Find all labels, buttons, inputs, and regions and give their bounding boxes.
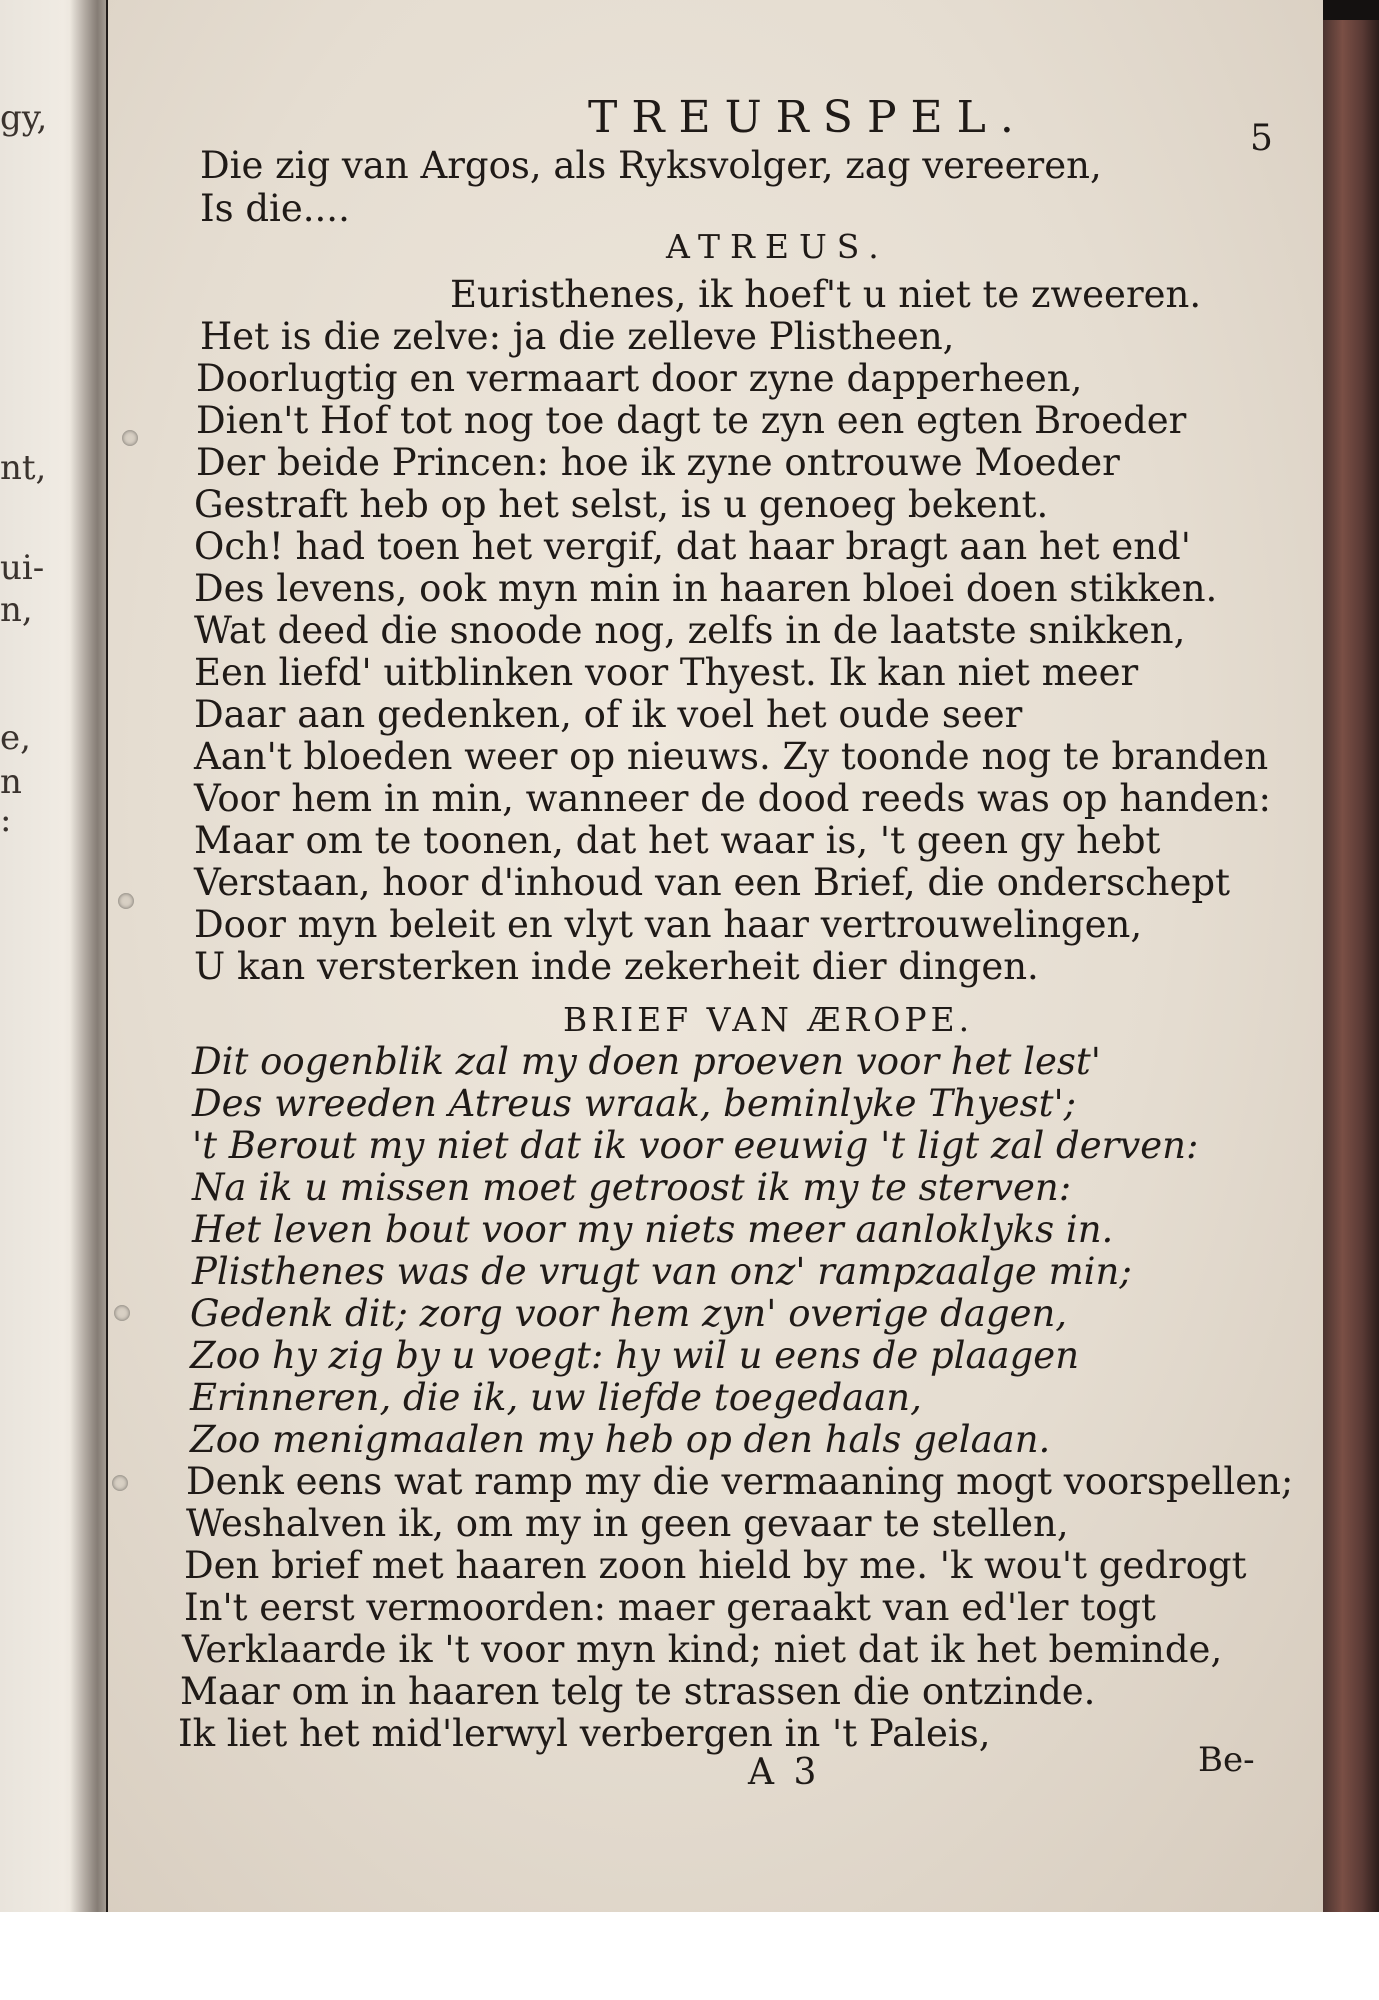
left-fragment: : (0, 800, 12, 840)
verse-line: Is die.... (200, 187, 350, 230)
verse-line: Wat deed die snoode nog, zelfs in de laatste snikken, (194, 609, 1186, 652)
binding-hole (122, 430, 138, 446)
verse-line: Den brief met haaren zoon hield by me. 'k wou't gedrogt (184, 1544, 1247, 1587)
left-fragment: n (0, 762, 22, 802)
verse-line: Denk eens wat ramp my die vermaaning mogt voorspellen; (186, 1460, 1294, 1503)
left-fragment: ui- (0, 548, 45, 588)
letter-line: Na ik u missen moet getroost ik my te sterven: (192, 1166, 1072, 1209)
running-head: TREURSPEL. (588, 92, 1028, 143)
verse-line: Verstaan, hoor d'inhoud van een Brief, die onderschept (194, 861, 1230, 904)
binding-hole (114, 1305, 130, 1321)
letter-line: 't Berout my niet dat ik voor eeuwig 't ligt zal derven: (192, 1124, 1199, 1167)
verse-line: Gestraft heb op het selst, is u genoeg bekent. (194, 483, 1049, 526)
binding-hole (118, 893, 134, 909)
verse-line: Verklaarde ik 't voor myn kind; niet dat ik het beminde, (182, 1628, 1223, 1671)
left-fragment: n, (0, 590, 33, 630)
letter-line: Dit oogenblik zal my doen proeven voor het lest' (192, 1040, 1101, 1083)
letter-line: Het leven bout voor my niets meer aanloklyks in. (192, 1208, 1114, 1251)
verse-line: U kan versterken inde zekerheit dier dingen. (194, 945, 1039, 988)
verse-line: Daar aan gedenken, of ik voel het oude seer (194, 693, 1023, 736)
signature-mark: A 3 (748, 1752, 821, 1793)
letter-line: Des wreeden Atreus wraak, beminlyke Thyest'; (192, 1082, 1077, 1125)
left-fragment: e, (0, 718, 31, 758)
left-fragment: nt, (0, 448, 47, 488)
verse-line: Door myn beleit en vlyt van haar vertrouwelingen, (194, 903, 1143, 946)
verse-line: Dien't Hof tot nog toe dagt te zyn een egten Broeder (196, 399, 1187, 442)
verse-line: Maar om in haaren telg te strassen die ontzinde. (180, 1670, 1096, 1713)
verse-line: Och! had toen het vergif, dat haar bragt aan het end' (194, 525, 1191, 568)
speaker-name: ATREUS. (666, 227, 889, 266)
verse-line: Het is die zelve: ja die zelleve Plistheen, (200, 315, 955, 358)
verse-line: Die zig van Argos, als Ryksvolger, zag vereeren, (200, 144, 1102, 187)
verse-line: In't eerst vermoorden: maer geraakt van ed'ler togt (184, 1586, 1156, 1629)
verse-line: Weshalven ik, om my in geen gevaar te stellen, (186, 1502, 1069, 1545)
verse-line: Maar om te toonen, dat het waar is, 't geen gy hebt (194, 819, 1161, 862)
verse-line: Des levens, ook myn min in haaren bloei doen stikken. (194, 567, 1218, 610)
catchword: Be- (1198, 1740, 1255, 1780)
verse-line: Euristhenes, ik hoef't u niet te zweeren. (450, 273, 1202, 316)
letter-line: Plisthenes was de vrugt van onz' rampzaalge min; (192, 1250, 1132, 1293)
verse-line: Aan't bloeden weer op nieuws. Zy toonde nog te branden (194, 735, 1269, 778)
page-number: 5 (1250, 118, 1273, 159)
letter-line: Zoo menigmaalen my heb op den hals gelaan. (190, 1418, 1051, 1461)
left-fragment: gy, (0, 98, 48, 138)
letter-line: Gedenk dit; zorg voor hem zyn' overige dagen, (190, 1292, 1068, 1335)
verse-line: Een liefd' uitblinken voor Thyest. Ik kan niet meer (194, 651, 1139, 694)
letter-line: Erinneren, die ik, uw liefde toegedaan, (190, 1376, 922, 1419)
book-page (108, 0, 1323, 1912)
verse-line: Der beide Princen: hoe ik zyne ontrouwe Moeder (196, 441, 1120, 484)
verse-line: Voor hem in min, wanneer de dood reeds was op handen: (194, 777, 1271, 820)
verse-line: Doorlugtig en vermaart door zyne dapperheen, (196, 357, 1083, 400)
binding-hole (112, 1475, 128, 1491)
letter-title: BRIEF VAN ÆROPE. (563, 1000, 974, 1039)
letter-line: Zoo hy zig by u voegt: hy wil u eens de plaagen (190, 1334, 1080, 1377)
book-spine-edge (1323, 20, 1379, 1912)
verse-line: Ik liet het mid'lerwyl verbergen in 't Paleis, (178, 1712, 991, 1755)
